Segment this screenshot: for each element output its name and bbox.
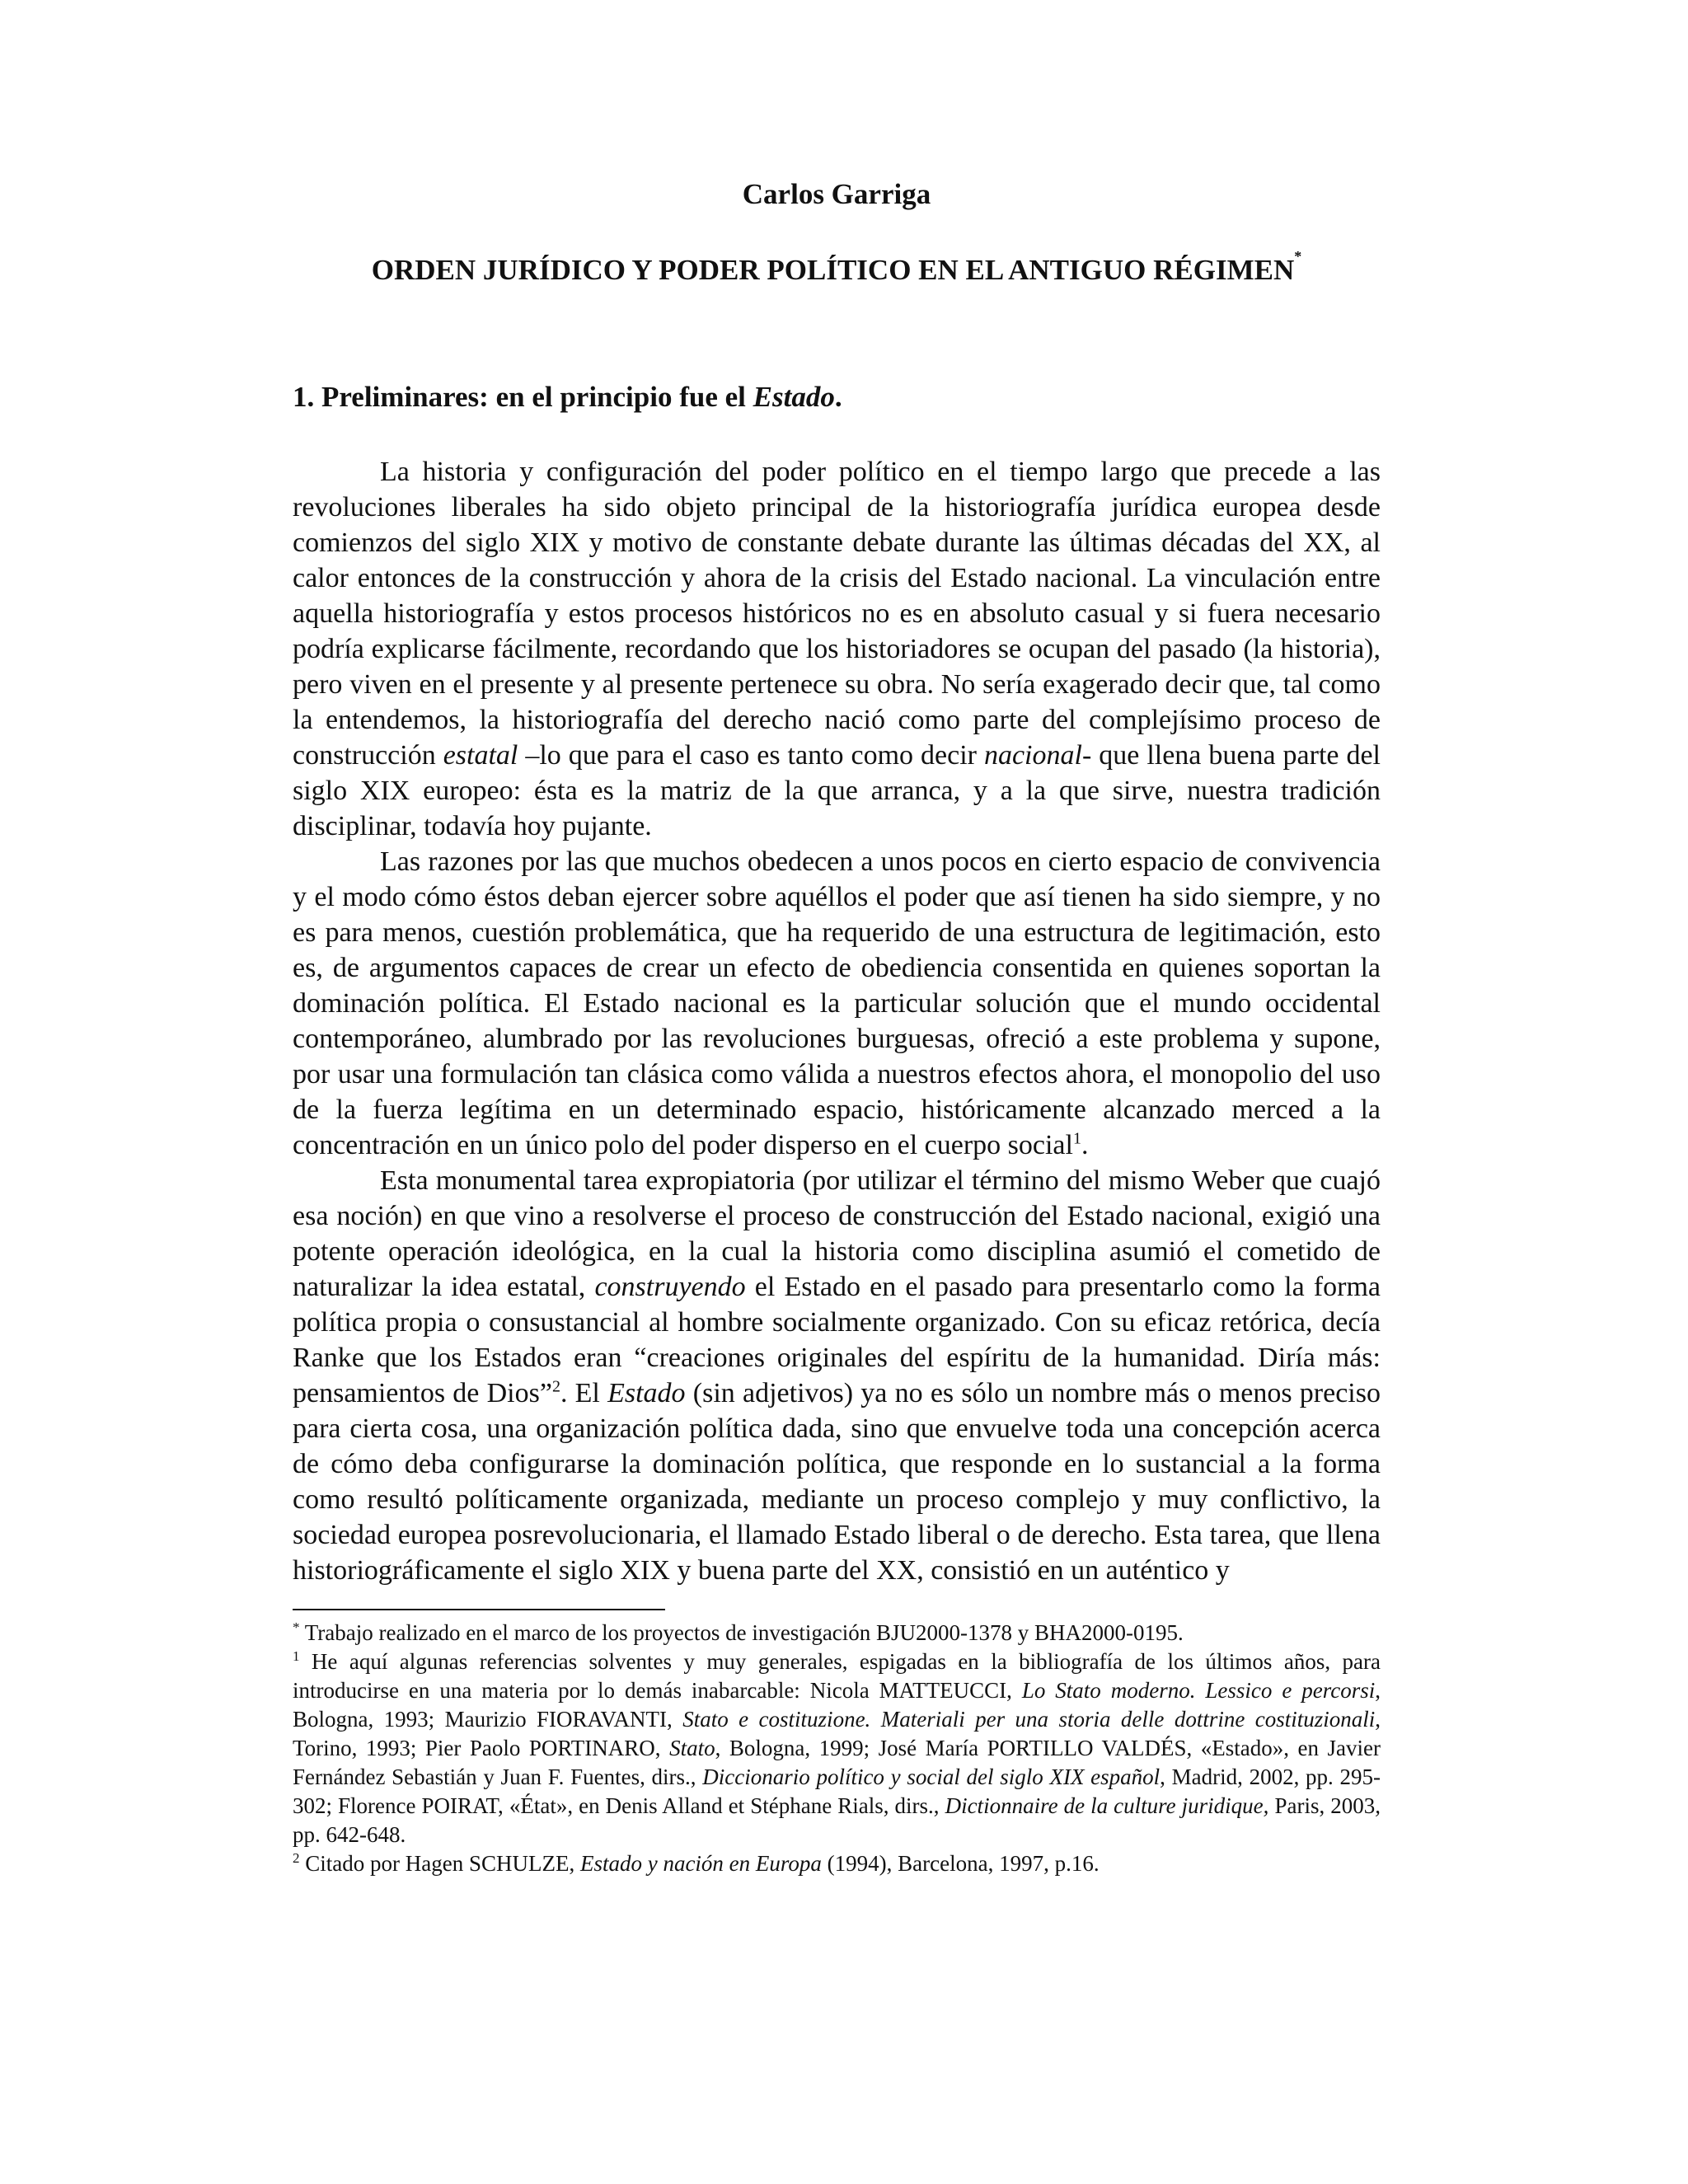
paragraph-emphasis: estatal xyxy=(443,740,518,771)
section-heading-end: . xyxy=(834,381,842,413)
footnote-ref-1[interactable]: 1 xyxy=(1072,1129,1081,1148)
paragraph-text: . El xyxy=(560,1378,608,1408)
footnote-emphasis: Dictionnaire de la culture juridique, xyxy=(945,1793,1269,1818)
footnote-text: Paris, 2003 xyxy=(1268,1793,1376,1818)
footnote-text: , Torino, 1993; Pier Paolo PORTINARO, xyxy=(293,1707,1381,1760)
paragraph-emphasis: Estado xyxy=(607,1378,686,1408)
footnote-mark: 2 xyxy=(293,1850,300,1866)
paragraph-2 xyxy=(293,844,1381,1163)
article-title-text: ORDEN JURÍDICO Y PODER POLÍTICO EN EL ANTIGUO RÉGIMEN xyxy=(371,254,1295,286)
footnote-mark: * xyxy=(293,1619,300,1635)
footnote-emphasis: Stato xyxy=(669,1736,715,1760)
footnote-emphasis: Stato e costituzione. Materiali per una storia delle dottrine costituzionali xyxy=(682,1707,1376,1732)
article-title xyxy=(293,248,1381,288)
footnote-emphasis: Lo Stato moderno. Lessico e percorsi xyxy=(1021,1678,1376,1703)
footnotes xyxy=(293,1619,1381,1878)
footnote-text: , Bologna, 1999; José María PORTILLO VALDÉS, «Estado», en Javier Fernández Sebastián y Juan F. Fuentes, dirs., xyxy=(293,1736,1381,1789)
footnote-text: , Bologna, 1993; Maurizio FIORAVANTI, xyxy=(293,1678,1381,1732)
paragraph-3 xyxy=(293,1163,1381,1588)
footnote-text: pp. 642-648. xyxy=(293,1822,406,1847)
footnote-text: , Madrid, 2002, pp. 295-302; Florence POIRAT, «État», en Denis Alland et Stéphane Rials, dirs., xyxy=(293,1765,1381,1818)
page xyxy=(293,177,1381,1878)
paragraph-text: La historia y configuración del poder político en el tiempo largo que precede a las revoluciones liberales ha sido objeto principal de la historiografía jurídica europea desde comienzos del siglo XIX y motivo de constante debate durante las últimas décadas del XX, al calor entonces de la construcción y ahora de la crisis del Estado nacional. La vinculación entre aquella historiografía y estos procesos históricos no es en absoluto casual y si fuera necesario podría explicarse fácilmente, recordando que los historiadores se ocupan del pasado (la historia), pero viven en el presente y al presente pertenece su obra. No sería exagerado decir que, tal como la entendemos, la historiografía del derecho nació como parte del complejísimo proceso de construcción xyxy=(293,457,1381,771)
paragraph-text: el Estado en el pasado para presentarlo como la forma política propia o consustancial al hombre socialmente organizado. Con su eficaz retórica, decía Ranke que los Estados eran “creaciones originales del espíritu de la humanidad. Diría más: pensamientos de Dios” xyxy=(293,1272,1381,1408)
footnote-emphasis: , xyxy=(1375,1793,1381,1818)
footnote-1 xyxy=(293,1647,1381,1849)
paragraph-text: –lo que para el caso es tanto como decir xyxy=(518,740,984,771)
footnote-text: He aquí algunas referencias solventes y muy generales, espigadas en la bibliografía de los últimos años, para introducirse en una materia por lo demás inabarcable: Nicola MATTEUCCI, xyxy=(293,1649,1381,1703)
title-footnote-mark[interactable]: * xyxy=(1294,248,1302,265)
section-heading-emphasis: Estado xyxy=(753,381,835,413)
paragraph-text: . xyxy=(1081,1130,1089,1160)
paragraph-text: Esta monumental tarea expropiatoria (por utilizar el término del mismo Weber que cuajó esa noción) en que vino a resolverse el proceso de construcción del Estado nacional, exigió una potente operación ideológica, en la cual la historia como disciplina asumió el cometido de naturalizar la idea estatal, xyxy=(293,1165,1381,1302)
footnote-ref-2[interactable]: 2 xyxy=(551,1377,560,1396)
paragraph-1 xyxy=(293,454,1381,844)
section-heading xyxy=(293,380,1381,415)
footnote-mark: 1 xyxy=(293,1648,300,1664)
footnote-emphasis: Estado y nación en Europa xyxy=(579,1851,822,1876)
section-heading-label: 1. Preliminares: en el principio fue el xyxy=(293,381,753,413)
footnote-text: Trabajo realizado en el marco de los proyectos de investigación BJU2000-1378 y BHA2000-0195. xyxy=(299,1620,1184,1645)
author-name: Carlos Garriga xyxy=(742,178,931,210)
paragraph-text: (sin adjetivos) ya no es sólo un nombre más o menos preciso para cierta cosa, una organización política dada, sino que envuelve toda una concepción acerca de cómo deba configurarse la dominación política, que responde en lo sustancial a la forma como resultó políticamente organizada, mediante un proceso complejo y muy conflictivo, la sociedad europea posrevolucionaria, el llamado Estado liberal o de derecho. Esta tarea, que llena historiográficamente el siglo XIX y buena parte del XX, consistió en un auténtico y xyxy=(293,1378,1381,1586)
footnote-separator xyxy=(293,1609,665,1610)
footnote-text: Citado por Hagen SCHULZE, xyxy=(299,1851,580,1876)
footnote-star xyxy=(293,1619,1381,1647)
paragraph-text: Las razones por las que muchos obedecen a unos pocos en cierto espacio de convivencia y el modo cómo éstos deban ejercer sobre aquéllos el poder que así tienen ha sido siempre, y no es para menos, cuestión problemática, que ha requerido de una estructura de legitimación, esto es, de argumentos capaces de crear un efecto de obediencia consentida en quienes soportan la dominación política. El Estado nacional es la particular solución que el mundo occidental contemporáneo, alumbrado por las revoluciones burguesas, ofreció a este problema y supone, por usar una formulación tan clásica como válida a nuestros efectos ahora, el monopolio del uso de la fuerza legítima en un determinado espacio, históricamente alcanzado merced a la concentración en un único polo del poder disperso en el cuerpo social xyxy=(293,846,1381,1160)
footnote-2 xyxy=(293,1849,1381,1878)
footnote-emphasis: Diccionario político y social del siglo XIX español xyxy=(702,1765,1160,1789)
paragraph-text: - que llena buena parte del siglo XIX europeo: ésta es la matriz de la que arranca, y a la que sirve, nuestra tradición disciplinar, todavía hoy pujante. xyxy=(293,740,1381,841)
paragraph-emphasis: nacional xyxy=(983,740,1082,771)
body-text xyxy=(293,454,1381,1588)
paragraph-emphasis: construyendo xyxy=(594,1272,746,1302)
footnote-text: (1994), Barcelona, 1997, p.16. xyxy=(821,1851,1100,1876)
